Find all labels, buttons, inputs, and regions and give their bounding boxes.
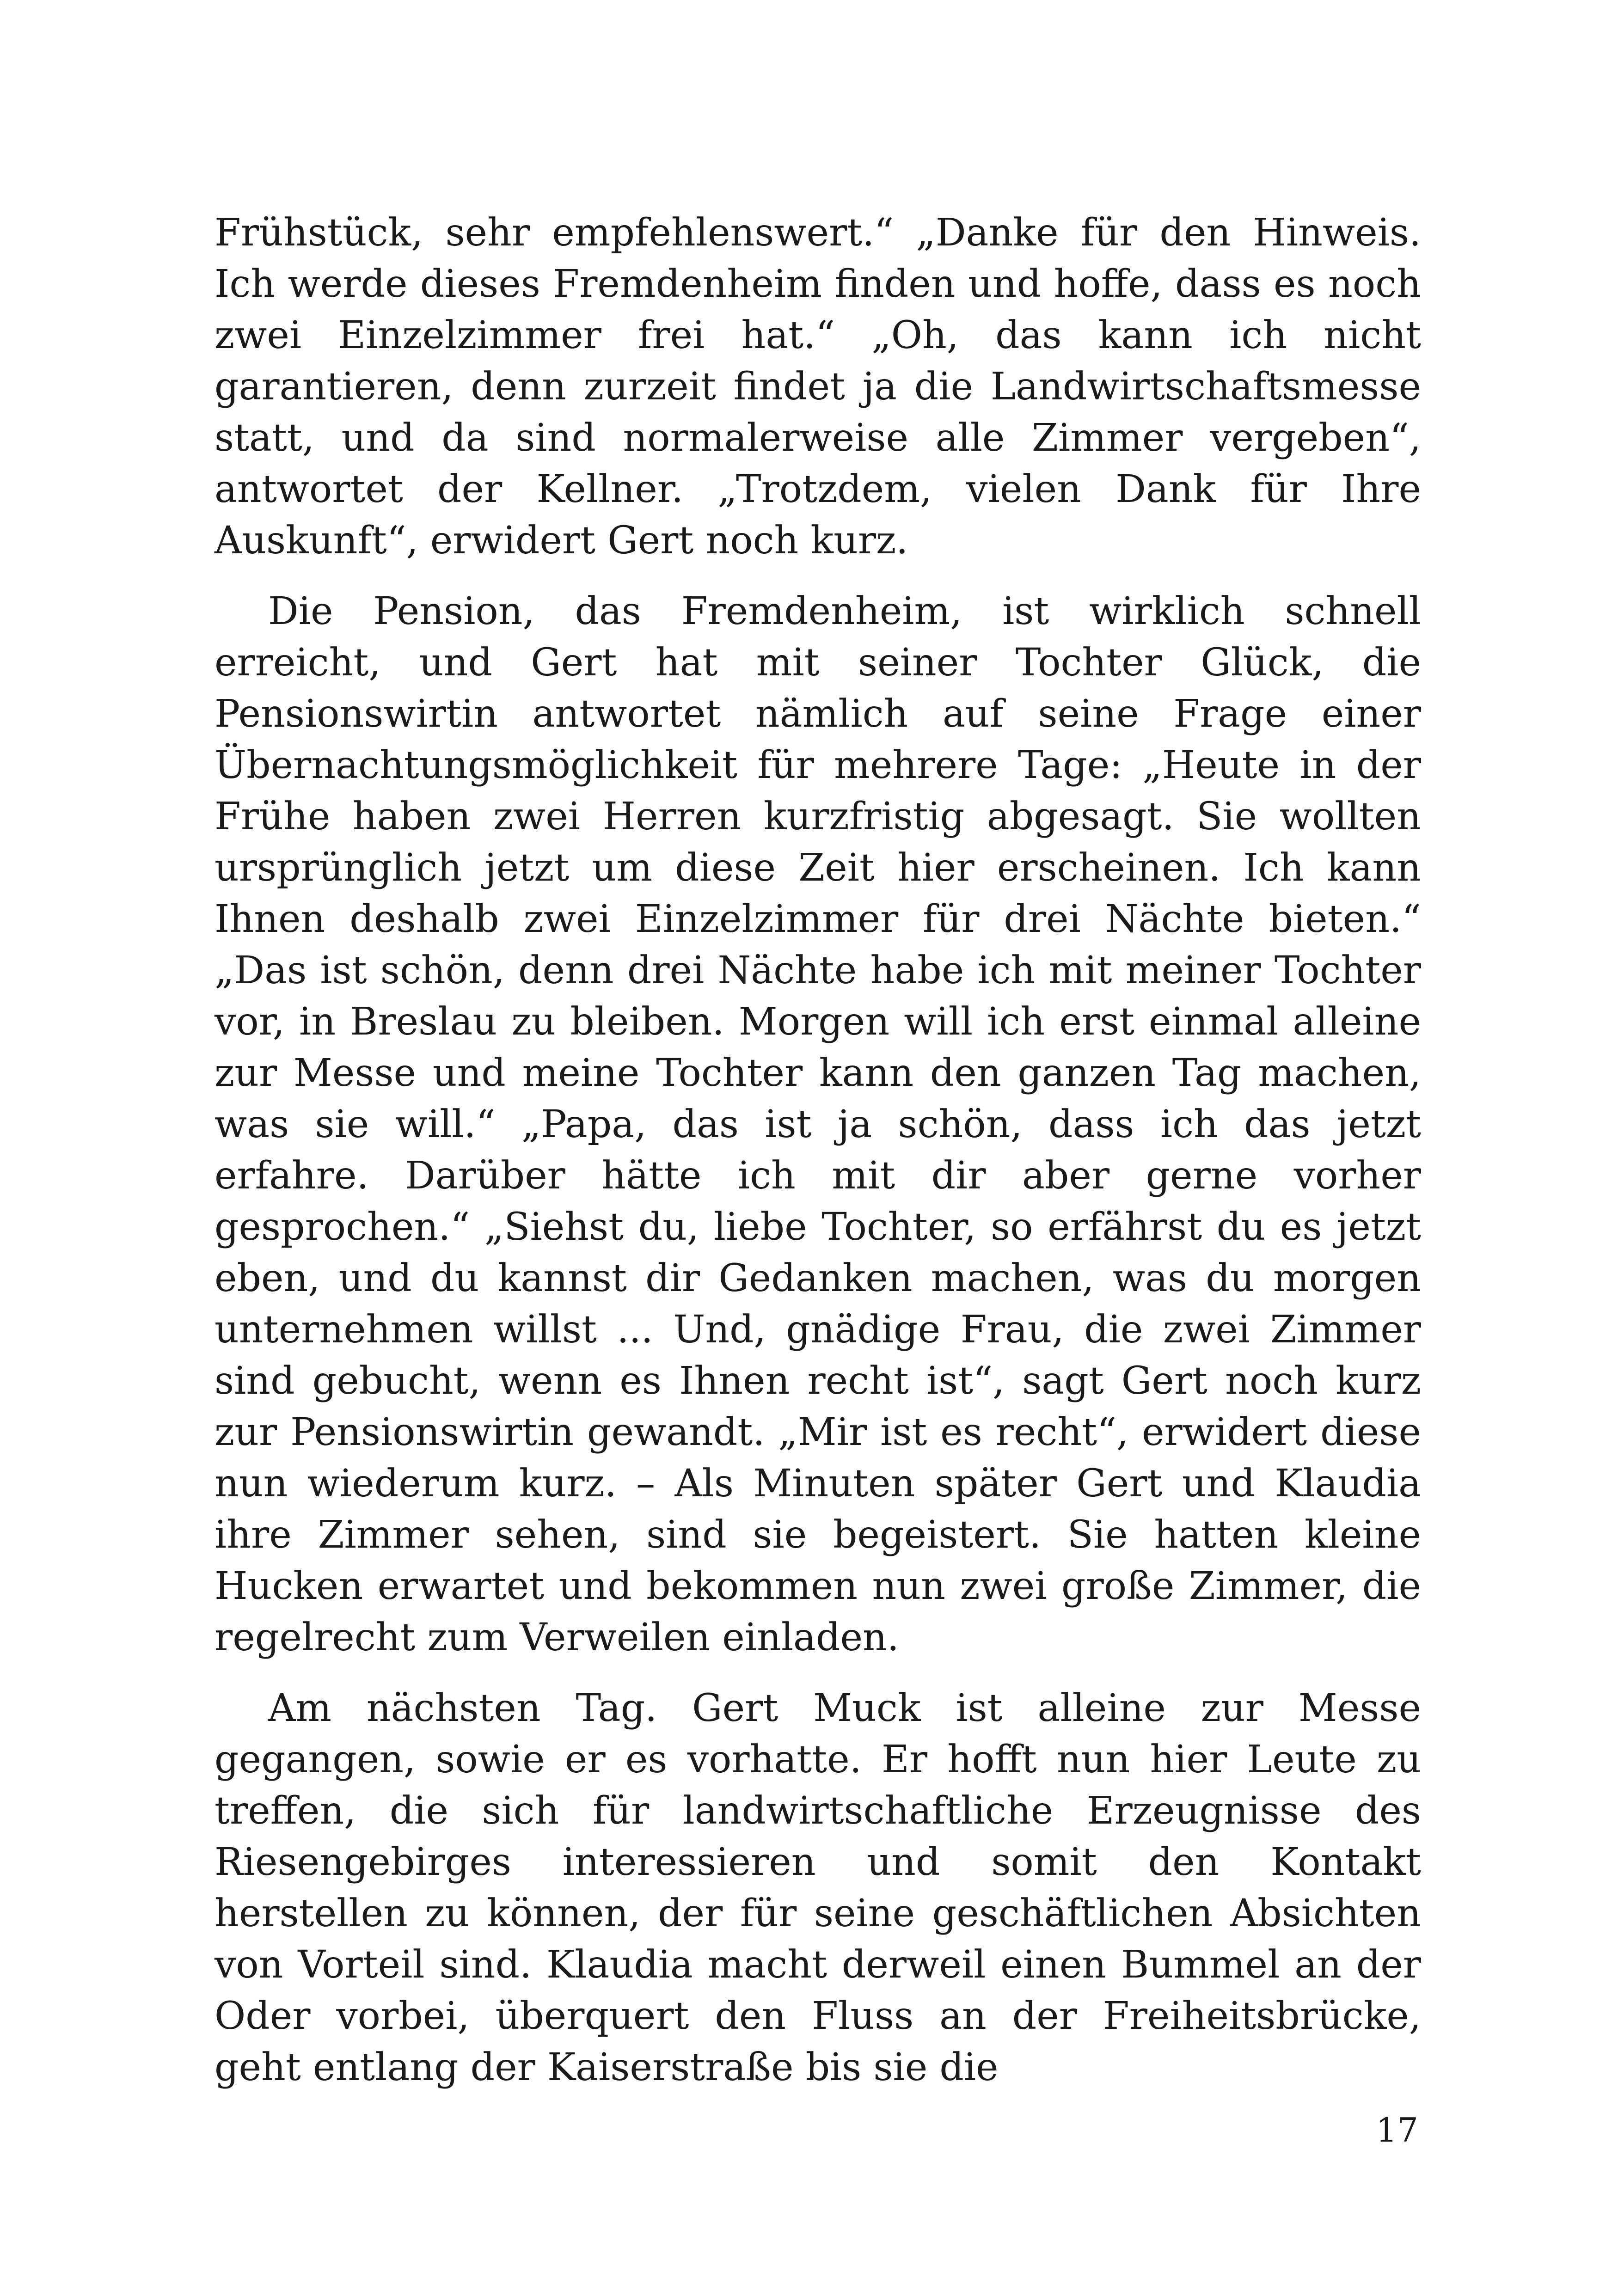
body-text xyxy=(215,207,1421,2093)
page-number: 17 xyxy=(1376,2111,1418,2149)
paragraph-3: Am nächsten Tag. Gert Muck ist alleine zur Messe gegangen, sowie er es vorhatte. Er hofft nun hier Leute zu treffen, die sich für landwirtschaftliche Erzeugnisse des Riesengebirges interessieren und somit den Kontakt herstellen zu können, der für seine geschäftlichen Absichten von Vorteil sind. Klaudia macht derweil einen Bummel an der Oder vorbei, überquert den Fluss an der Freiheitsbrücke, geht entlang der Kaiserstraße bis sie die xyxy=(215,1686,1421,2089)
paragraph-1: Frühstück, sehr empfehlenswert.“ „Danke für den Hinweis. Ich werde dieses Fremdenheim finden und hoffe, dass es noch zwei Einzelzimmer frei hat.“ „Oh, das kann ich nicht garantieren, denn zurzeit findet ja die Landwirtschaftsmesse statt, und da sind normalerweise alle Zimmer vergeben“, antwortet der Kellner. „Trotzdem, vielen Dank für Ihre Auskunft“, erwidert Gert noch kurz. xyxy=(215,211,1421,563)
paragraph-2: Die Pension, das Fremdenheim, ist wirklich schnell erreicht, und Gert hat mit seiner Tochter Glück, die Pensionswirtin antwortet nämlich auf seine Frage einer Übernachtungsmöglichkeit für mehrere Tage: „Heute in der Frühe haben zwei Herren kurzfristig abgesagt. Sie wollten ursprünglich jetzt um diese Zeit hier erscheinen. Ich kann Ihnen deshalb zwei Einzelzimmer für drei Nächte bieten.“ „Das ist schön, denn drei Nächte habe ich mit meiner Tochter vor, in Breslau zu bleiben. Morgen will ich erst einmal alleine zur Messe und meine Tochter kann den ganzen Tag machen, was sie will.“ „Papa, das ist ja schön, dass ich das jetzt erfahre. Darüber hätte ich mit dir aber gerne vorher gesprochen.“ „Siehst du, liebe Tochter, so erfährst du es jetzt eben, und du kannst dir Gedanken machen, was du morgen unternehmen willst ... Und, gnädige Frau, die zwei Zimmer sind gebucht, wenn es Ihnen recht ist“, sagt Gert noch kurz zur Pensionswirtin gewandt. „Mir ist es recht“, erwidert diese nun wiederum kurz. – Als Minuten später Gert und Klaudia ihre Zimmer sehen, sind sie begeistert. Sie hatten kleine Hucken erwartet und bekommen nun zwei große Zimmer, die regelrecht zum Verweilen einladen. xyxy=(215,589,1421,1659)
